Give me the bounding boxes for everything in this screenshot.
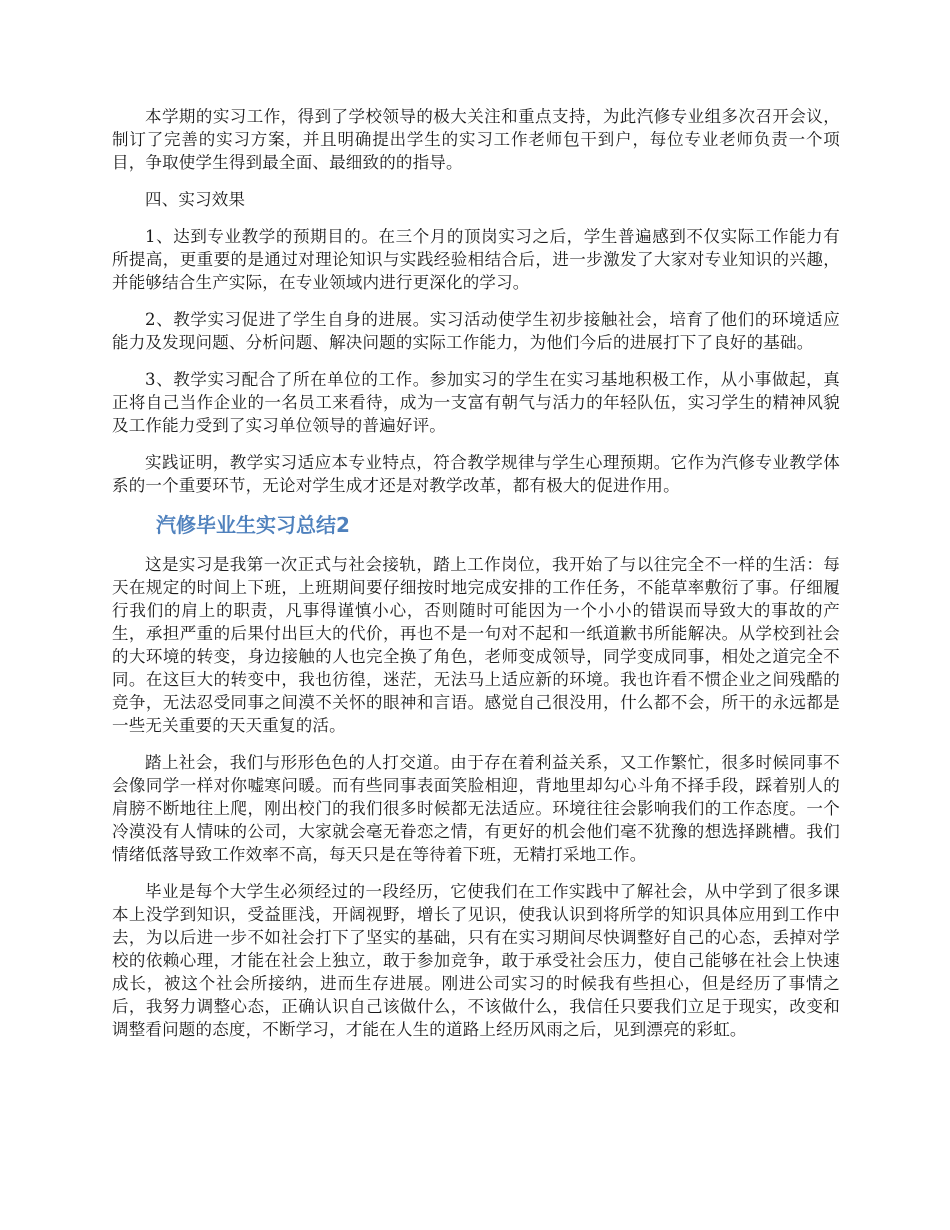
paragraph-graduation: 毕业是每个大学生必须经过的一段经历，它使我们在工作实践中了解社会，从中学到了很多课本上没学到知识，受益匪浅，开阔视野，增长了见识，使我认识到将所学的知识具体应用到工作中去，为以后进一步不如社会打下了坚实的基础，只有在实习期间尽快调整好自己的心态，丢掉对学校的依赖心理，才能在社会上独立，敢于参加竞争，敢于承受社会压力，使自己能够在社会上快速成长，被这个社会所接纳，进而生存进展。刚进公司实习的时候我有些担心，但是经历了事情之后，我努力调整心态，正确认识自己该做什么，不该做什么，我信任只要我们立足于现实，改变和调整看问题的态度，不断学习，才能在人生的道路上经历风雨之后，见到漂亮的彩虹。 — [112, 882, 840, 1039]
paragraph-effect-2: 2、教学实习促进了学生自身的进展。实习活动使学生初步接触社会，培育了他们的环境适应能力及发现问题、分析问题、解决问题的实际工作能力，为他们今后的进展打下了良好的基础。 — [112, 310, 840, 352]
heading-internship-effect: 四、实习效果 — [145, 190, 246, 209]
section-title: 汽修毕业生实习总结2 — [156, 513, 350, 537]
paragraph-effect-3: 3、教学实习配合了所在单位的工作。参加实习的学生在实习基地积极工作，从小事做起，真正将自己当作企业的一名员工来看待，成为一支富有朝气与活力的年轻队伍，实习学生的精神风貌及工作能力受到了实习单位领导的普遍好评。 — [112, 370, 840, 435]
paragraph-effect-1: 1、达到专业教学的预期目的。在三个月的顶岗实习之后，学生普遍感到不仅实际工作能力有所提高，更重要的是通过对理论知识与实践经验相结合后，进一步激发了大家对专业知识的兴趣，并能够结合生产实际，在专业领域内进行更深化的学习。 — [112, 227, 840, 292]
paragraph-first-job: 这是实习是我第一次正式与社会接轨，踏上工作岗位，我开始了与以往完全不一样的生活：每天在规定的时间上下班，上班期间要仔细按时地完成安排的工作任务，不能草率敷衍了事。仔细履行我们的肩上的职责，凡事得谨慎小心，否则随时可能因为一个小小的错误而导致大的事故的产生，承担严重的后果付出巨大的代价，再也不是一句对不起和一纸道歉书所能解决。从学校到社会的大环境的转变，身边接触的人也完全换了角色，老师变成领导，同学变成同事，相处之道完全不同。在这巨大的转变中，我也彷徨，迷茫，无法马上适应新的环境。我也许看不惯企业之间残酷的竞争，无法忍受同事之间漠不关怀的眼神和言语。感觉自己很没用，什么都不会，所干的永远都是一些无关重要的天天重复的活。 — [112, 555, 840, 735]
paragraph-internship-support: 本学期的实习工作，得到了学校领导的极大关注和重点支持，为此汽修专业组多次召开会议，制订了完善的实习方案，并且明确提出学生的实习工作老师包干到户，每位专业老师负责一个项目，争取使学生得到最全面、最细致的的指导。 — [112, 107, 840, 172]
document-page — [112, 105, 840, 1055]
paragraph-colleagues: 踏上社会，我们与形形色色的人打交道。由于存在着利益关系，又工作繁忙，很多时候同事不会像同学一样对你嘘寒问暖。而有些同事表面笑脸相迎，背地里却勾心斗角不择手段，踩着别人的肩膀不断地往上爬，刚出校门的我们很多时候都无法适应。环境往往会影响我们的工作态度。一个冷漠没有人情味的公司，大家就会毫无眷恋之情，有更好的机会他们毫不犹豫的想选择跳槽。我们情绪低落导致工作效率不高，每天只是在等待着下班，无精打采地工作。 — [112, 753, 840, 864]
paragraph-conclusion: 实践证明，教学实习适应本专业特点，符合教学规律与学生心理预期。它作为汽修专业教学体系的一个重要环节，无论对学生成才还是对教学改革，都有极大的促进作用。 — [112, 453, 840, 495]
